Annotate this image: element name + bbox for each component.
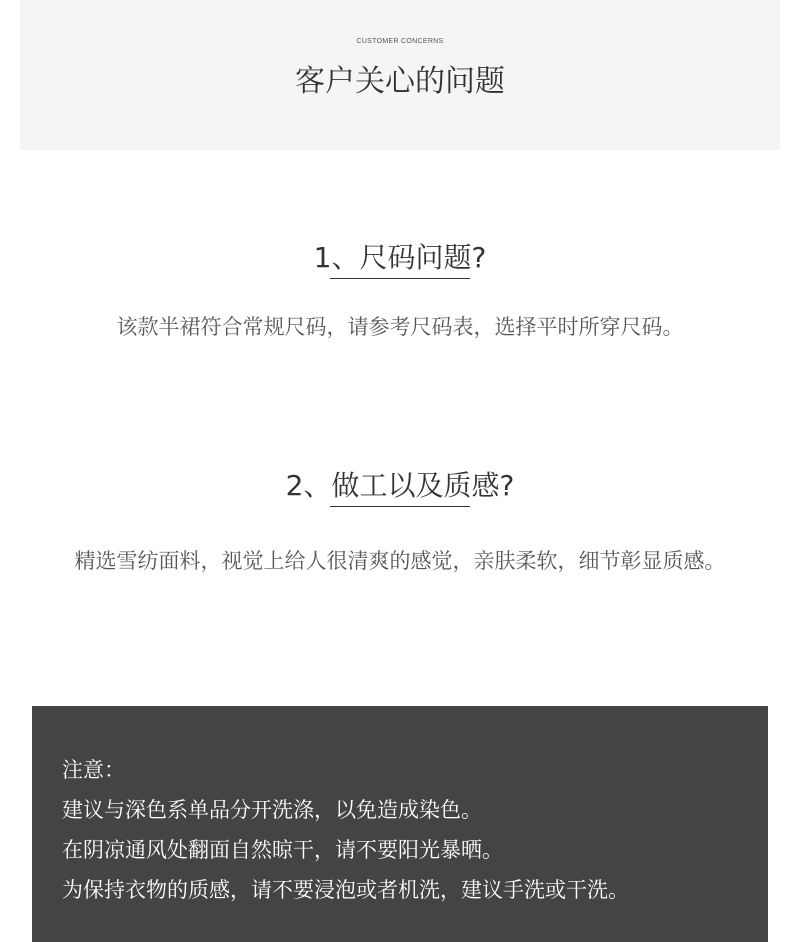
faq-question-2: 2、做工以及质感? bbox=[285, 469, 515, 502]
faq-answer-2: 精选雪纺面料，视觉上给人很清爽的感觉，亲肤柔软，细节彰显质感。 bbox=[74, 549, 726, 573]
faq-answer-1: 该款半裙符合常规尺码，请参考尺码表，选择平时所穿尺码。 bbox=[116, 315, 684, 339]
faq-question-1: 1、尺码问题? bbox=[313, 241, 487, 274]
notice-line-1: 建议与深色系单品分开洗涤，以免造成染色。 bbox=[62, 798, 482, 822]
notice-heading: 注意： bbox=[62, 758, 125, 782]
notice-line-2: 在阴凉通风处翻面自然晾干，请不要阳光暴晒。 bbox=[62, 838, 503, 862]
page-title: 客户关心的问题 bbox=[295, 64, 505, 99]
faq-question-1-underline bbox=[330, 278, 470, 279]
header-eyebrow: CUSTOMER CONCERNS bbox=[356, 38, 444, 45]
faq-question-2-underline bbox=[330, 506, 470, 507]
notice-line-3: 为保持衣物的质感，请不要浸泡或者机洗，建议手洗或干洗。 bbox=[62, 878, 629, 902]
header-banner bbox=[20, 0, 780, 150]
care-notice-panel bbox=[32, 706, 768, 942]
